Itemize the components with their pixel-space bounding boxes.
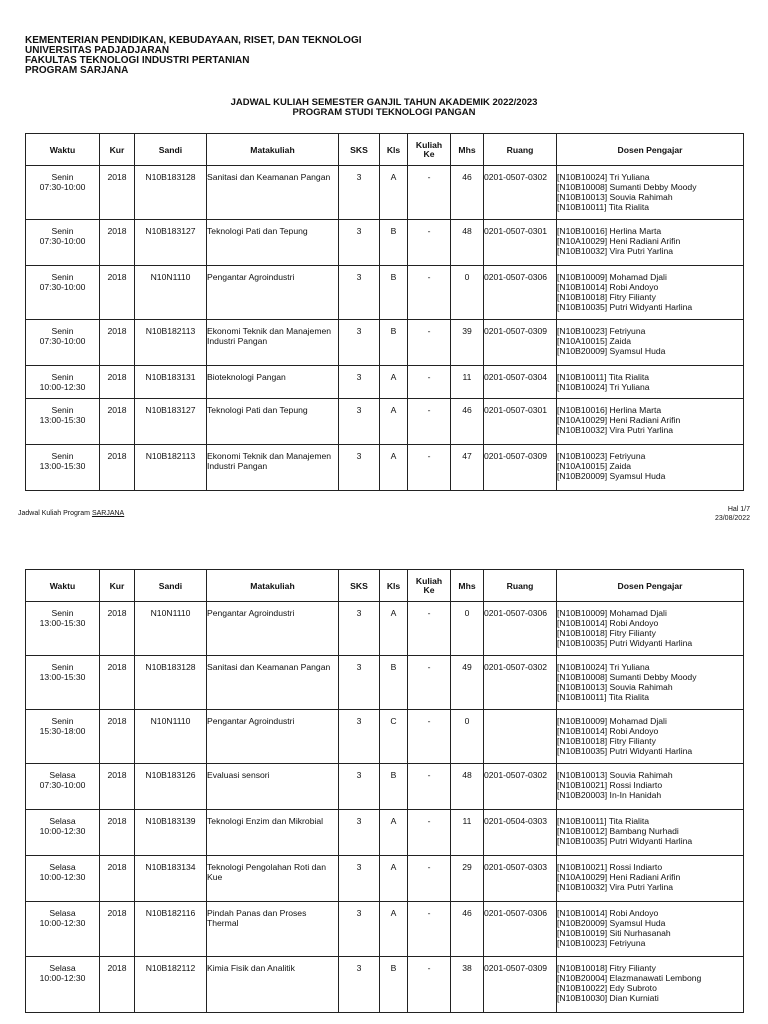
dosen-entry: [N10B10018] Fitry Filianty [557,963,656,973]
cell-kuliah-ke: - [408,602,451,656]
waktu-day: Senin [51,172,74,182]
dosen-entry: [N10A10029] Heni Radiani Arifin [557,872,681,882]
waktu-day: Senin [51,608,74,618]
dosen-entry: [N10B10021] Rossi Indiarto [557,862,663,872]
schedule-title-line1: JADWAL KULIAH SEMESTER GANJIL TAHUN AKADEMIK 2022/2023 [230,97,538,108]
column-header: SKS [339,570,380,602]
cell-waktu [26,710,100,764]
waktu-day: Selasa [49,770,76,780]
cell-mhs: 11 [451,810,484,856]
dosen-entry: [N10B10009] Mohamad Djali [557,716,667,726]
cell-sandi: N10B183139 [135,810,207,856]
cell-ruang [484,710,557,764]
dosen-entry: [N10B10023] Fetriyuna [557,938,646,948]
cell-matakuliah: Ekonomi Teknik dan Manajemen Industri Pangan [207,445,339,491]
cell-dosen-pengajar [557,445,744,491]
dosen-entry: [N10B10018] Fitry Filianty [557,628,656,638]
cell-kur: 2018 [100,764,135,810]
waktu-day: Senin [51,716,74,726]
cell-dosen-pengajar [557,710,744,764]
column-header: SKS [339,134,380,166]
footer-program-link[interactable]: SARJANA [91,510,125,517]
cell-sandi: N10B182116 [135,902,207,957]
cell-sks: 3 [339,957,380,1013]
cell-sks: 3 [339,656,380,710]
cell-matakuliah: Evaluasi sensori [207,764,339,810]
waktu-day: Senin [51,372,74,382]
cell-dosen-pengajar [557,856,744,902]
cell-waktu [26,399,100,445]
cell-mhs: 11 [451,366,484,399]
column-header: Matakuliah [207,134,339,166]
table-row [26,856,744,902]
cell-sandi: N10B183128 [135,166,207,220]
table-row [26,602,744,656]
cell-kur: 2018 [100,445,135,491]
dosen-entry: [N10B10023] Fetriyuna [557,326,646,336]
cell-sks: 3 [339,764,380,810]
dosen-entry: [N10A10029] Heni Radiani Arifin [557,236,681,246]
cell-waktu [26,656,100,710]
column-header: Kuliah Ke [408,134,451,166]
cell-sandi: N10B183126 [135,764,207,810]
dosen-entry: [N10B10032] Vira Putri Yarlina [557,246,674,256]
dosen-entry: [N10B10011] Tita Rialita [557,816,650,826]
cell-kuliah-ke: - [408,445,451,491]
column-header: Dosen Pengajar [557,570,744,602]
cell-waktu [26,266,100,320]
cell-kuliah-ke: - [408,166,451,220]
dosen-entry: [N10B10014] Robi Andoyo [557,618,659,628]
waktu-time: 07:30-10:00 [39,282,86,292]
dosen-entry: [N10B10011] Tita Rialita [557,692,650,702]
dosen-entry: [N10B10008] Sumanti Debby Moody [557,672,697,682]
ministry-name: KEMENTERIAN PENDIDIKAN, KEBUDAYAAN, RISET, DAN TEKNOLOGI [25,35,362,46]
cell-mhs: 29 [451,856,484,902]
dosen-entry: [N10B20003] In-In Hanidah [557,790,662,800]
cell-kls: A [380,399,408,445]
dosen-entry: [N10B10021] Rossi Indiarto [557,780,663,790]
table-row [26,902,744,957]
dosen-entry: [N10B10022] Edy Subroto [557,983,657,993]
cell-sandi: N10B182113 [135,320,207,366]
print-date: 23/08/2022 [714,515,750,522]
cell-kur: 2018 [100,366,135,399]
dosen-entry: [N10A10015] Zaida [557,336,632,346]
cell-matakuliah: Teknologi Enzim dan Mikrobial [207,810,339,856]
table-row [26,220,744,266]
column-header: Ruang [484,570,557,602]
cell-dosen-pengajar [557,764,744,810]
waktu-day: Selasa [49,862,76,872]
cell-sks: 3 [339,902,380,957]
cell-kur: 2018 [100,320,135,366]
table-row [26,445,744,491]
column-header: Ruang [484,134,557,166]
cell-sks: 3 [339,810,380,856]
cell-sandi: N10B183131 [135,366,207,399]
waktu-time: 07:30-10:00 [39,236,86,246]
cell-matakuliah: Pengantar Agroindustri [207,266,339,320]
table-row [26,399,744,445]
cell-kuliah-ke: - [408,656,451,710]
cell-mhs: 47 [451,445,484,491]
cell-sandi: N10B183134 [135,856,207,902]
dosen-entry: [N10B10032] Vira Putri Yarlina [557,425,674,435]
waktu-time: 10:00-12:30 [39,872,86,882]
cell-waktu [26,366,100,399]
cell-mhs: 46 [451,166,484,220]
column-header: Kls [380,570,408,602]
cell-mhs: 39 [451,320,484,366]
cell-mhs: 38 [451,957,484,1013]
cell-matakuliah: Bioteknologi Pangan [207,366,339,399]
cell-matakuliah: Kimia Fisik dan Analitik [207,957,339,1013]
cell-dosen-pengajar [557,957,744,1013]
table-row [26,764,744,810]
cell-ruang: 0201-0504-0303 [484,810,557,856]
dosen-entry: [N10B10024] Tri Yuliana [557,382,650,392]
cell-dosen-pengajar [557,320,744,366]
dosen-entry: [N10B10032] Vira Putri Yarlina [557,882,674,892]
table-row [26,656,744,710]
waktu-day: Senin [51,451,74,461]
cell-kur: 2018 [100,856,135,902]
cell-matakuliah: Teknologi Pati dan Tepung [207,220,339,266]
cell-kls: A [380,856,408,902]
cell-kls: B [380,957,408,1013]
cell-dosen-pengajar [557,602,744,656]
cell-mhs: 0 [451,266,484,320]
cell-kuliah-ke: - [408,856,451,902]
cell-kls: A [380,810,408,856]
column-header: Dosen Pengajar [557,134,744,166]
cell-ruang: 0201-0507-0306 [484,266,557,320]
dosen-entry: [N10B10014] Robi Andoyo [557,908,659,918]
cell-kur: 2018 [100,266,135,320]
dosen-entry: [N10B10035] Putri Widyanti Harlina [557,746,693,756]
dosen-entry: [N10B10018] Fitry Filianty [557,292,656,302]
cell-dosen-pengajar [557,810,744,856]
column-header: Matakuliah [207,570,339,602]
cell-mhs: 48 [451,220,484,266]
waktu-time: 07:30-10:00 [39,182,86,192]
cell-sks: 3 [339,710,380,764]
cell-dosen-pengajar [557,399,744,445]
faculty-name: FAKULTAS TEKNOLOGI INDUSTRI PERTANIAN [25,55,250,66]
cell-dosen-pengajar [557,266,744,320]
cell-kuliah-ke: - [408,764,451,810]
cell-kls: B [380,266,408,320]
cell-mhs: 0 [451,710,484,764]
cell-kls: A [380,166,408,220]
table-row [26,366,744,399]
cell-kls: B [380,220,408,266]
waktu-day: Selasa [49,816,76,826]
cell-ruang: 0201-0507-0304 [484,366,557,399]
cell-sks: 3 [339,366,380,399]
waktu-time: 13:00-15:30 [39,618,86,628]
dosen-entry: [N10B20009] Syamsul Huda [557,918,666,928]
column-header: Sandi [135,570,207,602]
cell-sandi: N10B183128 [135,656,207,710]
cell-kls: B [380,320,408,366]
waktu-time: 15:30-18:00 [39,726,86,736]
waktu-time: 10:00-12:30 [39,826,86,836]
cell-sks: 3 [339,266,380,320]
page-number: Hal 1/7 [727,506,750,513]
university-name: UNIVERSITAS PADJADJARAN [25,45,170,56]
cell-ruang: 0201-0507-0302 [484,656,557,710]
waktu-time: 10:00-12:30 [39,973,86,983]
footer-program [18,510,124,517]
cell-waktu [26,166,100,220]
cell-kur: 2018 [100,810,135,856]
waktu-time: 07:30-10:00 [39,780,86,790]
waktu-day: Senin [51,326,74,336]
dosen-entry: [N10B10016] Herlina Marta [557,405,662,415]
cell-sandi: N10B182112 [135,957,207,1013]
dosen-entry: [N10B10012] Bambang Nurhadi [557,826,679,836]
column-header: Waktu [26,134,100,166]
program-name: PROGRAM SARJANA [25,65,129,76]
cell-ruang: 0201-0507-0309 [484,445,557,491]
dosen-entry: [N10B20009] Syamsul Huda [557,346,666,356]
cell-kuliah-ke: - [408,902,451,957]
cell-kuliah-ke: - [408,220,451,266]
cell-matakuliah: Pengantar Agroindustri [207,710,339,764]
cell-mhs: 46 [451,902,484,957]
cell-kls: B [380,656,408,710]
cell-mhs: 46 [451,399,484,445]
cell-kls: A [380,602,408,656]
column-header: Kur [100,570,135,602]
waktu-day: Selasa [49,963,76,973]
dosen-entry: [N10B10014] Robi Andoyo [557,726,659,736]
dosen-entry: [N10B10008] Sumanti Debby Moody [557,182,697,192]
cell-kls: A [380,366,408,399]
cell-kur: 2018 [100,957,135,1013]
cell-ruang: 0201-0507-0303 [484,856,557,902]
waktu-time: 10:00-12:30 [39,382,86,392]
waktu-day: Senin [51,405,74,415]
cell-ruang: 0201-0507-0301 [484,399,557,445]
cell-ruang: 0201-0507-0309 [484,957,557,1013]
cell-ruang: 0201-0507-0302 [484,166,557,220]
cell-kuliah-ke: - [408,957,451,1013]
dosen-entry: [N10B10024] Tri Yuliana [557,662,650,672]
cell-matakuliah: Pindah Panas dan Proses Thermal [207,902,339,957]
cell-waktu [26,220,100,266]
cell-ruang: 0201-0507-0306 [484,602,557,656]
cell-sks: 3 [339,320,380,366]
dosen-entry: [N10B10023] Fetriyuna [557,451,646,461]
cell-matakuliah: Ekonomi Teknik dan Manajemen Industri Pangan [207,320,339,366]
cell-matakuliah: Teknologi Pengolahan Roti dan Kue [207,856,339,902]
cell-sks: 3 [339,445,380,491]
cell-mhs: 48 [451,764,484,810]
cell-kur: 2018 [100,602,135,656]
cell-kls: A [380,902,408,957]
waktu-time: 13:00-15:30 [39,461,86,471]
dosen-entry: [N10B10018] Fitry Filianty [557,736,656,746]
cell-ruang: 0201-0507-0301 [484,220,557,266]
cell-mhs: 0 [451,602,484,656]
cell-kuliah-ke: - [408,266,451,320]
cell-waktu [26,320,100,366]
dosen-entry: [N10B10035] Putri Widyanti Harlina [557,302,693,312]
cell-dosen-pengajar [557,656,744,710]
cell-kur: 2018 [100,656,135,710]
dosen-entry: [N10B10035] Putri Widyanti Harlina [557,836,693,846]
cell-kur: 2018 [100,902,135,957]
cell-ruang: 0201-0507-0306 [484,902,557,957]
footer-program-prefix: Jadwal Kuliah Program [18,510,92,517]
waktu-day: Senin [51,662,74,672]
institution-header [25,36,362,76]
cell-dosen-pengajar [557,366,744,399]
cell-kls: B [380,764,408,810]
cell-sks: 3 [339,856,380,902]
cell-waktu [26,445,100,491]
dosen-entry: [N10B20004] Elazmanawati Lembong [557,973,702,983]
cell-waktu [26,957,100,1013]
table-row [26,166,744,220]
waktu-day: Selasa [49,908,76,918]
dosen-entry: [N10B10013] Souvia Rahimah [557,770,673,780]
dosen-entry: [N10B10011] Tita Rialita [557,202,650,212]
cell-kur: 2018 [100,220,135,266]
dosen-entry: [N10B10035] Putri Widyanti Harlina [557,638,693,648]
column-header: Mhs [451,134,484,166]
cell-sandi: N10N1110 [135,602,207,656]
waktu-time: 07:30-10:00 [39,336,86,346]
cell-sks: 3 [339,220,380,266]
waktu-day: Senin [51,226,74,236]
column-header: Sandi [135,134,207,166]
cell-sandi: N10N1110 [135,710,207,764]
column-header: Kuliah Ke [408,570,451,602]
cell-sks: 3 [339,602,380,656]
waktu-time: 13:00-15:30 [39,672,86,682]
dosen-entry: [N10A10015] Zaida [557,461,632,471]
cell-dosen-pengajar [557,166,744,220]
waktu-day: Senin [51,272,74,282]
cell-kls: C [380,710,408,764]
dosen-entry: [N10B10030] Dian Kurniati [557,993,659,1003]
cell-waktu [26,602,100,656]
cell-waktu [26,810,100,856]
column-header: Waktu [26,570,100,602]
cell-matakuliah: Sanitasi dan Keamanan Pangan [207,656,339,710]
cell-sandi: N10B182113 [135,445,207,491]
cell-sks: 3 [339,399,380,445]
cell-kur: 2018 [100,399,135,445]
table-row [26,710,744,764]
cell-sandi: N10B183127 [135,220,207,266]
cell-kuliah-ke: - [408,366,451,399]
cell-ruang: 0201-0507-0309 [484,320,557,366]
cell-kuliah-ke: - [408,320,451,366]
table-header-row [26,570,744,602]
dosen-entry: [N10B10013] Souvia Rahimah [557,682,673,692]
dosen-entry: [N10B20009] Syamsul Huda [557,471,666,481]
cell-dosen-pengajar [557,220,744,266]
cell-sks: 3 [339,166,380,220]
dosen-entry: [N10B10011] Tita Rialita [557,372,650,382]
dosen-entry: [N10B10016] Herlina Marta [557,226,662,236]
dosen-entry: [N10B10009] Mohamad Djali [557,272,667,282]
waktu-time: 10:00-12:30 [39,918,86,928]
dosen-entry: [N10B10024] Tri Yuliana [557,172,650,182]
cell-sandi: N10B183127 [135,399,207,445]
column-header: Kur [100,134,135,166]
dosen-entry: [N10B10014] Robi Andoyo [557,282,659,292]
cell-dosen-pengajar [557,902,744,957]
cell-matakuliah: Sanitasi dan Keamanan Pangan [207,166,339,220]
cell-waktu [26,856,100,902]
cell-matakuliah: Pengantar Agroindustri [207,602,339,656]
cell-kur: 2018 [100,166,135,220]
table-row [26,810,744,856]
cell-mhs: 49 [451,656,484,710]
cell-kuliah-ke: - [408,399,451,445]
cell-kuliah-ke: - [408,810,451,856]
cell-ruang: 0201-0507-0302 [484,764,557,810]
schedule-title-line2: PROGRAM STUDI TEKNOLOGI PANGAN [292,107,476,118]
schedule-table-page-1 [25,133,744,491]
cell-sandi: N10N1110 [135,266,207,320]
table-row [26,957,744,1013]
schedule-title [0,98,768,118]
dosen-entry: [N10B10009] Mohamad Djali [557,608,667,618]
column-header: Mhs [451,570,484,602]
table-row [26,320,744,366]
waktu-time: 13:00-15:30 [39,415,86,425]
dosen-entry: [N10B10019] Siti Nurhasanah [557,928,671,938]
dosen-entry: [N10A10029] Heni Radiani Arifin [557,415,681,425]
table-row [26,266,744,320]
table-header-row [26,134,744,166]
cell-kur: 2018 [100,710,135,764]
cell-waktu [26,764,100,810]
cell-kls: A [380,445,408,491]
column-header: Kls [380,134,408,166]
dosen-entry: [N10B10013] Souvia Rahimah [557,192,673,202]
cell-matakuliah: Teknologi Pati dan Tepung [207,399,339,445]
cell-kuliah-ke: - [408,710,451,764]
cell-waktu [26,902,100,957]
schedule-table-page-2 [25,569,744,1013]
footer-page-info [715,505,750,523]
